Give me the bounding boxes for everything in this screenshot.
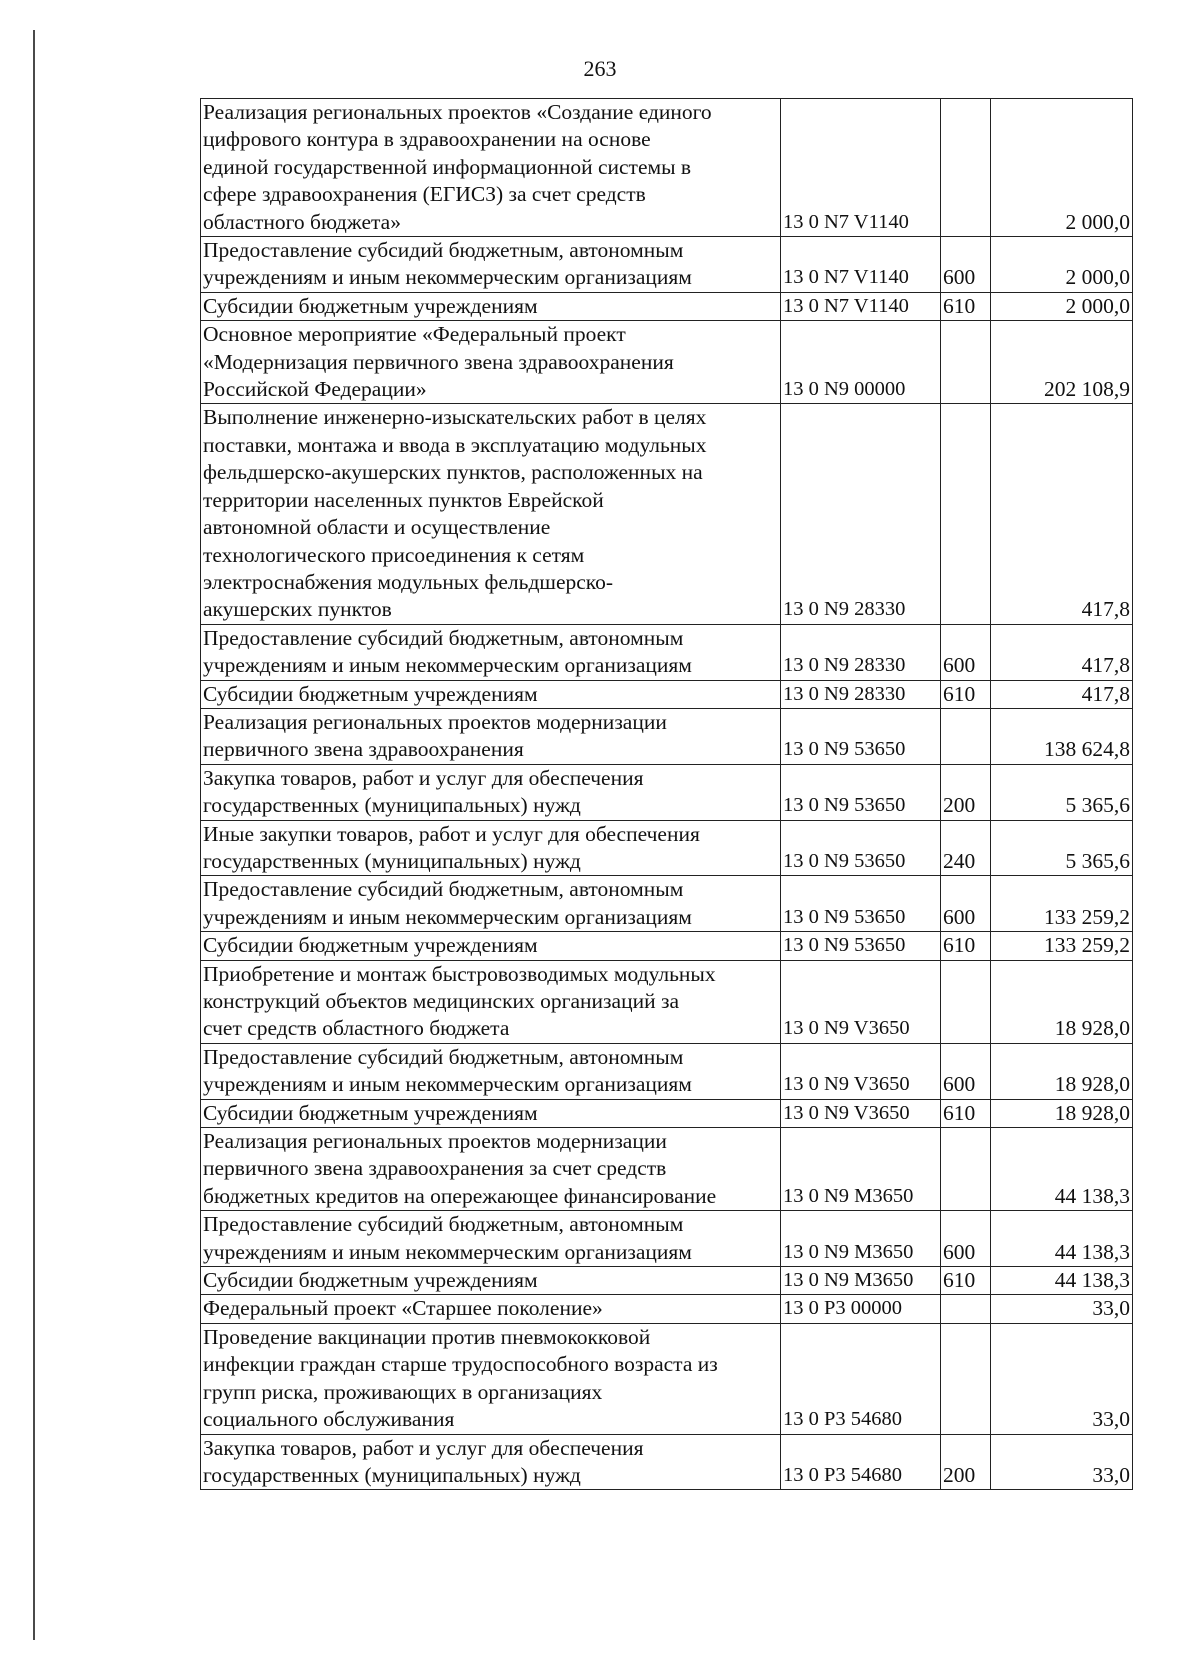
amount: 417,8 (991, 680, 1133, 708)
amount: 33,0 (991, 1323, 1133, 1434)
target-code: 13 0 N9 M3650 (781, 1211, 941, 1267)
amount: 44 138,3 (991, 1128, 1133, 1211)
item-name: Приобретение и монтаж быстровозводимых модульных конструкций объектов медицинских организаций за счет средств областного бюджета (201, 960, 781, 1043)
expense-type-code: 610 (941, 932, 991, 960)
item-name: Основное мероприятие «Федеральный проект «Модернизация первичного звена здравоохранения Российской Федерации» (201, 321, 781, 404)
expense-type-code (941, 1295, 991, 1323)
item-name: Федеральный проект «Старшее поколение» (201, 1295, 781, 1323)
expense-type-code: 610 (941, 292, 991, 320)
target-code: 13 0 P3 54680 (781, 1434, 941, 1490)
expense-type-code (941, 708, 991, 764)
item-name: Предоставление субсидий бюджетным, автономным учреждениям и иным некоммерческим организациям (201, 1043, 781, 1099)
table-row (201, 1099, 1133, 1127)
table-row (201, 708, 1133, 764)
amount: 417,8 (991, 404, 1133, 624)
target-code: 13 0 N9 53650 (781, 764, 941, 820)
amount: 417,8 (991, 624, 1133, 680)
target-code: 13 0 N9 M3650 (781, 1267, 941, 1295)
expense-type-code: 240 (941, 820, 991, 876)
expense-type-code: 200 (941, 1434, 991, 1490)
target-code: 13 0 N9 53650 (781, 876, 941, 932)
table-row (201, 404, 1133, 624)
item-name: Субсидии бюджетным учреждениям (201, 1267, 781, 1295)
expense-type-code (941, 1128, 991, 1211)
amount: 2 000,0 (991, 237, 1133, 293)
target-code: 13 0 N9 28330 (781, 624, 941, 680)
amount: 18 928,0 (991, 960, 1133, 1043)
amount: 5 365,6 (991, 820, 1133, 876)
target-code: 13 0 N9 53650 (781, 708, 941, 764)
target-code: 13 0 N9 28330 (781, 404, 941, 624)
expense-type-code: 610 (941, 1267, 991, 1295)
item-name: Субсидии бюджетным учреждениям (201, 932, 781, 960)
expense-type-code: 600 (941, 876, 991, 932)
page-number: 263 (583, 56, 617, 81)
expense-type-code: 600 (941, 1043, 991, 1099)
item-name: Реализация региональных проектов модернизации первичного звена здравоохранения (201, 708, 781, 764)
item-name: Субсидии бюджетным учреждениям (201, 680, 781, 708)
item-name: Реализация региональных проектов модернизации первичного звена здравоохранения за счет средств бюджетных кредитов на опережающее финансирование (201, 1128, 781, 1211)
item-name: Реализация региональных проектов «Создание единого цифрового контура в здравоохранении на основе единой государственной информационной системы в сфере здравоохранения (ЕГИСЗ) за счет средств областного бюджета» (201, 99, 781, 237)
expense-type-code: 600 (941, 1211, 991, 1267)
table-row (201, 960, 1133, 1043)
amount: 44 138,3 (991, 1267, 1133, 1295)
expense-type-code (941, 321, 991, 404)
amount: 44 138,3 (991, 1211, 1133, 1267)
expense-type-code: 610 (941, 1099, 991, 1127)
table-row (201, 237, 1133, 293)
expense-type-code (941, 404, 991, 624)
item-name: Проведение вакцинации против пневмококковой инфекции граждан старше трудоспособного возраста из групп риска, проживающих в организациях социального обслуживания (201, 1323, 781, 1434)
table-row (201, 1128, 1133, 1211)
table-row (201, 99, 1133, 237)
target-code: 13 0 N7 V1140 (781, 292, 941, 320)
amount: 18 928,0 (991, 1099, 1133, 1127)
amount: 33,0 (991, 1295, 1133, 1323)
amount: 5 365,6 (991, 764, 1133, 820)
item-name: Выполнение инженерно-изыскательских работ в целях поставки, монтажа и ввода в эксплуатацию модульных фельдшерско-акушерских пунктов, расположенных на территории населенных пунктов Еврейской автономной области и осуществление технологического присоединения к сетям электроснабжения модульных фельдшерско- акушерских пунктов (201, 404, 781, 624)
target-code: 13 0 N9 00000 (781, 321, 941, 404)
target-code: 13 0 N9 53650 (781, 820, 941, 876)
target-code: 13 0 P3 00000 (781, 1295, 941, 1323)
target-code: 13 0 N9 V3650 (781, 1099, 941, 1127)
item-name: Предоставление субсидий бюджетным, автономным учреждениям и иным некоммерческим организациям (201, 876, 781, 932)
table-row (201, 1295, 1133, 1323)
expense-type-code (941, 99, 991, 237)
target-code: 13 0 N9 V3650 (781, 960, 941, 1043)
expense-type-code: 600 (941, 624, 991, 680)
table-row (201, 1323, 1133, 1434)
table-row (201, 292, 1133, 320)
expense-type-code (941, 1323, 991, 1434)
table-row (201, 764, 1133, 820)
table-row (201, 876, 1133, 932)
target-code: 13 0 N9 V3650 (781, 1043, 941, 1099)
budget-table (200, 98, 1133, 1490)
table-row (201, 1434, 1133, 1490)
amount: 18 928,0 (991, 1043, 1133, 1099)
amount: 33,0 (991, 1434, 1133, 1490)
item-name: Субсидии бюджетным учреждениям (201, 1099, 781, 1127)
item-name: Предоставление субсидий бюджетным, автономным учреждениям и иным некоммерческим организациям (201, 1211, 781, 1267)
item-name: Предоставление субсидий бюджетным, автономным учреждениям и иным некоммерческим организациям (201, 237, 781, 293)
expense-type-code (941, 960, 991, 1043)
amount: 2 000,0 (991, 292, 1133, 320)
amount: 133 259,2 (991, 932, 1133, 960)
amount: 133 259,2 (991, 876, 1133, 932)
item-name: Предоставление субсидий бюджетным, автономным учреждениям и иным некоммерческим организациям (201, 624, 781, 680)
target-code: 13 0 N9 53650 (781, 932, 941, 960)
target-code: 13 0 N9 28330 (781, 680, 941, 708)
amount: 138 624,8 (991, 708, 1133, 764)
table-row (201, 1043, 1133, 1099)
target-code: 13 0 N7 V1140 (781, 99, 941, 237)
expense-type-code: 600 (941, 237, 991, 293)
table-row (201, 932, 1133, 960)
table-row (201, 321, 1133, 404)
budget-table-body (201, 99, 1133, 1490)
table-row (201, 680, 1133, 708)
target-code: 13 0 N7 V1140 (781, 237, 941, 293)
table-row (201, 1211, 1133, 1267)
item-name: Иные закупки товаров, работ и услуг для обеспечения государственных (муниципальных) нужд (201, 820, 781, 876)
target-code: 13 0 N9 M3650 (781, 1128, 941, 1211)
expense-type-code: 610 (941, 680, 991, 708)
table-row (201, 624, 1133, 680)
table-row (201, 1267, 1133, 1295)
item-name: Закупка товаров, работ и услуг для обеспечения государственных (муниципальных) нужд (201, 764, 781, 820)
expense-type-code: 200 (941, 764, 991, 820)
amount: 2 000,0 (991, 99, 1133, 237)
amount: 202 108,9 (991, 321, 1133, 404)
item-name: Закупка товаров, работ и услуг для обеспечения государственных (муниципальных) нужд (201, 1434, 781, 1490)
binding-margin-line (33, 30, 35, 1640)
target-code: 13 0 P3 54680 (781, 1323, 941, 1434)
item-name: Субсидии бюджетным учреждениям (201, 292, 781, 320)
table-row (201, 820, 1133, 876)
